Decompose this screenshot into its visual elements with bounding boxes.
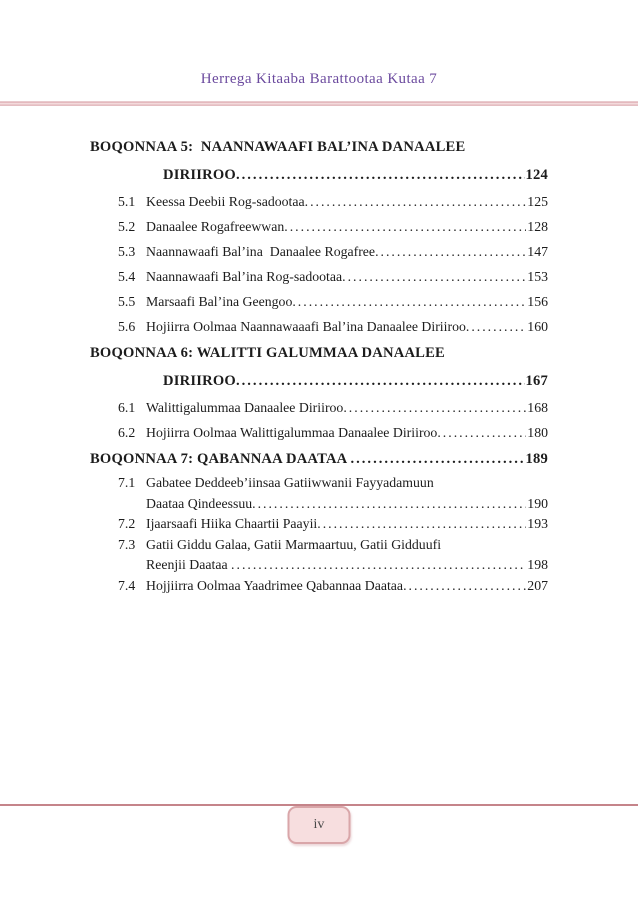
dot-leader xyxy=(236,367,525,395)
entry-page-number: 207 xyxy=(527,577,548,593)
entry-page-number: 128 xyxy=(527,219,548,234)
entry-number: 7.2 xyxy=(118,516,136,531)
chapter-heading-text: BOQONNAA 7: QABANNAA DAATAA xyxy=(90,451,351,467)
chapter-page-number: 124 xyxy=(525,167,548,183)
entry-page-number: 198 xyxy=(527,557,548,572)
entry-number: 5.3 xyxy=(118,244,136,259)
toc-entry-continuation-row xyxy=(90,555,548,576)
chapter-heading-text: BOQONNAA 5: NAANNAWAAFI BAL’INA DANAALEE xyxy=(90,139,466,155)
entry-title: Hojjiirra Oolmaa Yaadrimee Qabannaa Daataa xyxy=(146,577,404,593)
entry-page-number: 125 xyxy=(527,194,548,209)
toc-entry-row xyxy=(90,189,548,214)
entry-page-number: 153 xyxy=(527,269,548,284)
dot-leader xyxy=(231,555,526,576)
running-header: Herrega Kitaaba Barattootaa Kutaa 7 xyxy=(200,71,438,87)
toc-entry-row xyxy=(90,420,548,445)
chapter-heading-row xyxy=(90,445,548,473)
entry-title-continuation: Reenjii Daataa xyxy=(146,557,232,572)
toc-entry-row xyxy=(90,473,548,494)
entry-title: Walittigalummaa Danaalee Diriiroo xyxy=(146,400,344,415)
entry-number: 5.6 xyxy=(118,319,136,334)
chapter-page-number: 167 xyxy=(525,373,548,389)
entry-page-number: 147 xyxy=(527,244,548,259)
entry-title: Marsaafi Bal’ina Geengoo xyxy=(146,294,293,309)
toc-section-5 xyxy=(90,133,548,339)
entry-number: 5.2 xyxy=(118,219,136,234)
entry-page-number: 168 xyxy=(527,400,548,415)
dot-leader xyxy=(343,395,526,420)
chapter-heading-text: BOQONNAA 6: WALITTI GALUMMAA DANAALEE xyxy=(90,345,445,361)
entry-page-number: 193 xyxy=(527,516,548,531)
chapter-heading-row xyxy=(90,367,548,395)
entry-title: Gabatee Deddeeb’iinsaa Gatiiwwanii Fayyadamuun xyxy=(146,475,434,490)
entry-page-number: 190 xyxy=(527,495,548,511)
entry-title: Keessa Deebii Rog-sadootaa xyxy=(146,194,305,209)
dot-leader xyxy=(342,264,526,289)
toc-entry-row xyxy=(90,576,548,597)
toc-entry-row xyxy=(90,514,548,535)
entry-number: 7.1 xyxy=(118,475,136,490)
entry-title: Hojiirra Oolmaa Naannawaaafi Bal’ina Danaalee Diriiroo xyxy=(146,319,466,334)
toc-entry-row xyxy=(90,214,548,239)
toc-entry-row xyxy=(90,289,548,314)
toc-entry-row xyxy=(90,535,548,556)
toc-entry-row xyxy=(90,264,548,289)
dot-leader xyxy=(317,514,526,535)
dot-leader xyxy=(284,214,526,239)
page-number-badge xyxy=(288,806,351,844)
entry-number: 7.4 xyxy=(118,577,136,593)
footer-rule xyxy=(0,804,638,806)
dot-leader xyxy=(305,189,527,214)
dot-leader xyxy=(350,445,524,473)
entry-title: Naannawaafi Bal’ina Danaalee Rogafree xyxy=(146,244,376,259)
dot-leader xyxy=(375,239,526,264)
entry-number: 7.3 xyxy=(118,536,136,552)
toc-entry-continuation-row xyxy=(90,494,548,515)
entry-number: 6.1 xyxy=(118,400,136,415)
toc-section-7 xyxy=(90,445,548,596)
page-number-label: iv xyxy=(313,817,325,832)
entry-page-number: 180 xyxy=(527,425,548,440)
entry-title: Naannawaafi Bal’ina Rog-sadootaa xyxy=(146,269,343,284)
dot-leader xyxy=(466,314,526,339)
dot-leader xyxy=(236,161,525,189)
entry-number: 6.2 xyxy=(118,425,136,440)
chapter-heading-row xyxy=(90,161,548,189)
toc-section-6 xyxy=(90,339,548,445)
entry-page-number: 156 xyxy=(527,294,548,309)
dot-leader xyxy=(403,576,526,597)
header-rule xyxy=(0,101,638,106)
chapter-heading-row xyxy=(90,133,548,161)
entry-number: 5.4 xyxy=(118,269,136,284)
entry-page-number: 160 xyxy=(527,319,548,334)
entry-title: Danaalee Rogafreewwan xyxy=(146,219,285,234)
toc-entry-row xyxy=(90,314,548,339)
dot-leader xyxy=(437,420,526,445)
entry-title: Hojiirra Oolmaa Walittigalummaa Danaalee Diriiroo xyxy=(146,425,438,440)
chapter-page-number: 189 xyxy=(525,451,548,467)
toc-entry-row xyxy=(90,239,548,264)
dot-leader xyxy=(292,289,526,314)
entry-title: Gatii Giddu Galaa, Gatii Marmaartuu, Gatii Gidduufi xyxy=(146,536,442,552)
chapter-heading-text: DIRIIROO xyxy=(163,167,236,183)
entry-number: 5.5 xyxy=(118,294,136,309)
chapter-heading-text: DIRIIROO xyxy=(163,373,236,389)
entry-number: 5.1 xyxy=(118,194,136,209)
chapter-heading-row xyxy=(90,339,548,367)
dot-leader xyxy=(252,494,526,515)
toc-entry-row xyxy=(90,395,548,420)
table-of-contents xyxy=(90,133,548,596)
entry-title: Ijaarsaafi Hiika Chaartii Paayii xyxy=(146,516,318,531)
entry-title-continuation: Daataa Qindeessuu xyxy=(146,495,253,511)
